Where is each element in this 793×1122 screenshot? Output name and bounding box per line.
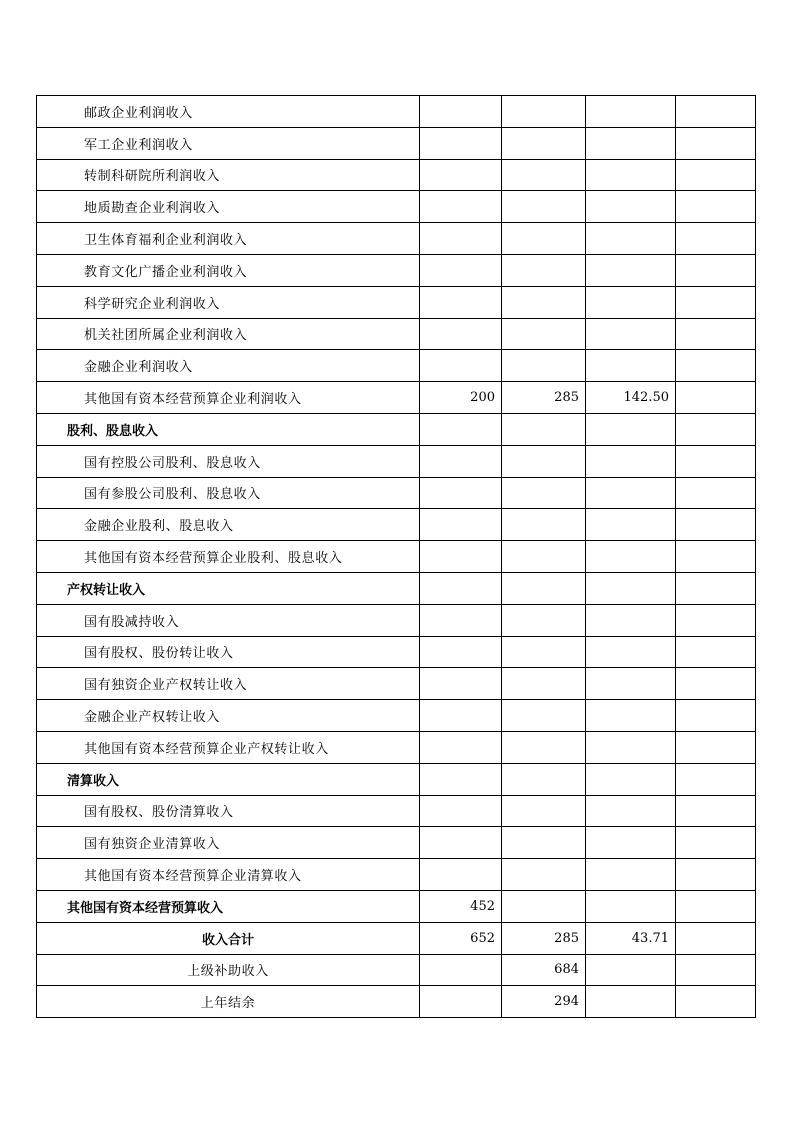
row-label: 金融企业产权转让收入 xyxy=(37,700,420,732)
cell-col-4 xyxy=(676,96,756,128)
cell-col-3 xyxy=(586,572,676,604)
cell-col-1 xyxy=(420,159,502,191)
table-row xyxy=(37,382,756,414)
cell-col-2 xyxy=(502,318,586,350)
table-row xyxy=(37,413,756,445)
cell-col-4 xyxy=(676,890,756,922)
cell-col-4 xyxy=(676,922,756,954)
cell-col-2 xyxy=(502,286,586,318)
cell-col-4 xyxy=(676,604,756,636)
table-row xyxy=(37,96,756,128)
cell-col-1 xyxy=(420,318,502,350)
cell-col-2 xyxy=(502,254,586,286)
table-row xyxy=(37,350,756,382)
cell-col-1 xyxy=(420,636,502,668)
cell-col-4 xyxy=(676,731,756,763)
cell-col-4 xyxy=(676,509,756,541)
cell-col-2: 294 xyxy=(502,986,586,1018)
cell-col-2: 684 xyxy=(502,954,586,986)
row-label: 科学研究企业利润收入 xyxy=(37,286,420,318)
cell-col-1 xyxy=(420,191,502,223)
row-label: 股利、股息收入 xyxy=(37,413,420,445)
cell-col-1 xyxy=(420,954,502,986)
cell-col-1 xyxy=(420,477,502,509)
cell-col-1 xyxy=(420,509,502,541)
cell-col-1 xyxy=(420,986,502,1018)
cell-col-4 xyxy=(676,191,756,223)
cell-col-1 xyxy=(420,572,502,604)
table-row xyxy=(37,604,756,636)
table-row xyxy=(37,795,756,827)
row-label: 产权转让收入 xyxy=(37,572,420,604)
cell-col-1 xyxy=(420,541,502,573)
cell-col-1 xyxy=(420,604,502,636)
cell-col-4 xyxy=(676,763,756,795)
row-label: 其他国有资本经营预算企业产权转让收入 xyxy=(37,731,420,763)
cell-col-4 xyxy=(676,636,756,668)
table-row xyxy=(37,890,756,922)
row-label: 教育文化广播企业利润收入 xyxy=(37,254,420,286)
row-label: 金融企业股利、股息收入 xyxy=(37,509,420,541)
cell-col-4 xyxy=(676,795,756,827)
cell-col-2 xyxy=(502,127,586,159)
table-row xyxy=(37,127,756,159)
cell-col-1 xyxy=(420,350,502,382)
row-label: 金融企业利润收入 xyxy=(37,350,420,382)
cell-col-4 xyxy=(676,541,756,573)
cell-col-2 xyxy=(502,413,586,445)
cell-col-2 xyxy=(502,572,586,604)
table-row xyxy=(37,763,756,795)
cell-col-3 xyxy=(586,541,676,573)
row-label: 国有股减持收入 xyxy=(37,604,420,636)
cell-col-3 xyxy=(586,223,676,255)
row-label: 国有参股公司股利、股息收入 xyxy=(37,477,420,509)
cell-col-2 xyxy=(502,700,586,732)
table-row xyxy=(37,859,756,891)
cell-col-4 xyxy=(676,668,756,700)
cell-col-3 xyxy=(586,96,676,128)
row-label: 卫生体育福利企业利润收入 xyxy=(37,223,420,255)
cell-col-2 xyxy=(502,445,586,477)
cell-col-3 xyxy=(586,731,676,763)
cell-col-2 xyxy=(502,604,586,636)
cell-col-3 xyxy=(586,763,676,795)
cell-col-2: 285 xyxy=(502,382,586,414)
row-label: 其他国有资本经营预算企业利润收入 xyxy=(37,382,420,414)
table-row xyxy=(37,636,756,668)
cell-col-3 xyxy=(586,254,676,286)
cell-col-3 xyxy=(586,477,676,509)
cell-col-3 xyxy=(586,700,676,732)
cell-col-4 xyxy=(676,572,756,604)
table-row xyxy=(37,286,756,318)
cell-col-4 xyxy=(676,954,756,986)
cell-col-4 xyxy=(676,859,756,891)
cell-col-4 xyxy=(676,223,756,255)
cell-col-2 xyxy=(502,890,586,922)
cell-col-1 xyxy=(420,859,502,891)
cell-col-1 xyxy=(420,286,502,318)
cell-col-1 xyxy=(420,445,502,477)
table-row xyxy=(37,572,756,604)
cell-col-1 xyxy=(420,731,502,763)
table-row xyxy=(37,922,756,954)
row-label: 清算收入 xyxy=(37,763,420,795)
cell-col-1: 652 xyxy=(420,922,502,954)
cell-col-3: 142.50 xyxy=(586,382,676,414)
cell-col-1 xyxy=(420,795,502,827)
cell-col-1 xyxy=(420,127,502,159)
cell-col-4 xyxy=(676,382,756,414)
cell-col-4 xyxy=(676,127,756,159)
cell-col-4 xyxy=(676,827,756,859)
cell-col-3 xyxy=(586,636,676,668)
table-row xyxy=(37,731,756,763)
cell-col-4 xyxy=(676,159,756,191)
cell-col-2 xyxy=(502,191,586,223)
table-row xyxy=(37,509,756,541)
cell-col-2 xyxy=(502,477,586,509)
table-row xyxy=(37,541,756,573)
cell-col-3 xyxy=(586,827,676,859)
table-row xyxy=(37,318,756,350)
row-label: 国有控股公司股利、股息收入 xyxy=(37,445,420,477)
row-label: 国有股权、股份转让收入 xyxy=(37,636,420,668)
cell-col-4 xyxy=(676,700,756,732)
cell-col-3 xyxy=(586,890,676,922)
cell-col-3 xyxy=(586,127,676,159)
cell-col-2 xyxy=(502,350,586,382)
row-label: 其他国有资本经营预算企业股利、股息收入 xyxy=(37,541,420,573)
cell-col-2 xyxy=(502,827,586,859)
cell-col-3 xyxy=(586,191,676,223)
cell-col-1 xyxy=(420,700,502,732)
cell-col-2: 285 xyxy=(502,922,586,954)
row-label: 邮政企业利润收入 xyxy=(37,96,420,128)
row-label: 转制科研院所利润收入 xyxy=(37,159,420,191)
row-label: 地质勘查企业利润收入 xyxy=(37,191,420,223)
cell-col-1 xyxy=(420,827,502,859)
cell-col-3 xyxy=(586,954,676,986)
table-row xyxy=(37,254,756,286)
cell-col-4 xyxy=(676,286,756,318)
row-label: 其他国有资本经营预算收入 xyxy=(37,890,420,922)
cell-col-3 xyxy=(586,668,676,700)
revenue-table xyxy=(36,95,756,1018)
cell-col-3 xyxy=(586,445,676,477)
cell-col-3 xyxy=(586,795,676,827)
cell-col-4 xyxy=(676,445,756,477)
table-row xyxy=(37,668,756,700)
table-row xyxy=(37,191,756,223)
row-label: 机关社团所属企业利润收入 xyxy=(37,318,420,350)
cell-col-3 xyxy=(586,509,676,541)
cell-col-4 xyxy=(676,350,756,382)
cell-col-4 xyxy=(676,986,756,1018)
row-label: 收入合计 xyxy=(37,922,420,954)
table-row xyxy=(37,986,756,1018)
row-label: 其他国有资本经营预算企业清算收入 xyxy=(37,859,420,891)
table-row xyxy=(37,223,756,255)
cell-col-1 xyxy=(420,763,502,795)
cell-col-3 xyxy=(586,350,676,382)
cell-col-2 xyxy=(502,731,586,763)
cell-col-2 xyxy=(502,96,586,128)
table-row xyxy=(37,445,756,477)
table-body xyxy=(37,96,756,1018)
cell-col-1: 452 xyxy=(420,890,502,922)
table-row xyxy=(37,700,756,732)
cell-col-3 xyxy=(586,986,676,1018)
cell-col-2 xyxy=(502,795,586,827)
table-row xyxy=(37,827,756,859)
cell-col-1 xyxy=(420,254,502,286)
cell-col-2 xyxy=(502,763,586,795)
cell-col-4 xyxy=(676,318,756,350)
row-label: 国有独资企业清算收入 xyxy=(37,827,420,859)
row-label: 上年结余 xyxy=(37,986,420,1018)
cell-col-3 xyxy=(586,159,676,191)
cell-col-1 xyxy=(420,668,502,700)
cell-col-2 xyxy=(502,541,586,573)
cell-col-2 xyxy=(502,223,586,255)
cell-col-2 xyxy=(502,509,586,541)
table-row xyxy=(37,477,756,509)
cell-col-1: 200 xyxy=(420,382,502,414)
cell-col-3 xyxy=(586,286,676,318)
cell-col-1 xyxy=(420,96,502,128)
cell-col-1 xyxy=(420,413,502,445)
cell-col-2 xyxy=(502,159,586,191)
cell-col-3 xyxy=(586,318,676,350)
cell-col-2 xyxy=(502,636,586,668)
cell-col-2 xyxy=(502,859,586,891)
cell-col-3: 43.71 xyxy=(586,922,676,954)
cell-col-3 xyxy=(586,604,676,636)
cell-col-4 xyxy=(676,477,756,509)
cell-col-4 xyxy=(676,413,756,445)
cell-col-2 xyxy=(502,668,586,700)
cell-col-3 xyxy=(586,859,676,891)
row-label: 国有股权、股份清算收入 xyxy=(37,795,420,827)
cell-col-1 xyxy=(420,223,502,255)
row-label: 上级补助收入 xyxy=(37,954,420,986)
table-row xyxy=(37,954,756,986)
cell-col-4 xyxy=(676,254,756,286)
row-label: 军工企业利润收入 xyxy=(37,127,420,159)
row-label: 国有独资企业产权转让收入 xyxy=(37,668,420,700)
cell-col-3 xyxy=(586,413,676,445)
table-row xyxy=(37,159,756,191)
